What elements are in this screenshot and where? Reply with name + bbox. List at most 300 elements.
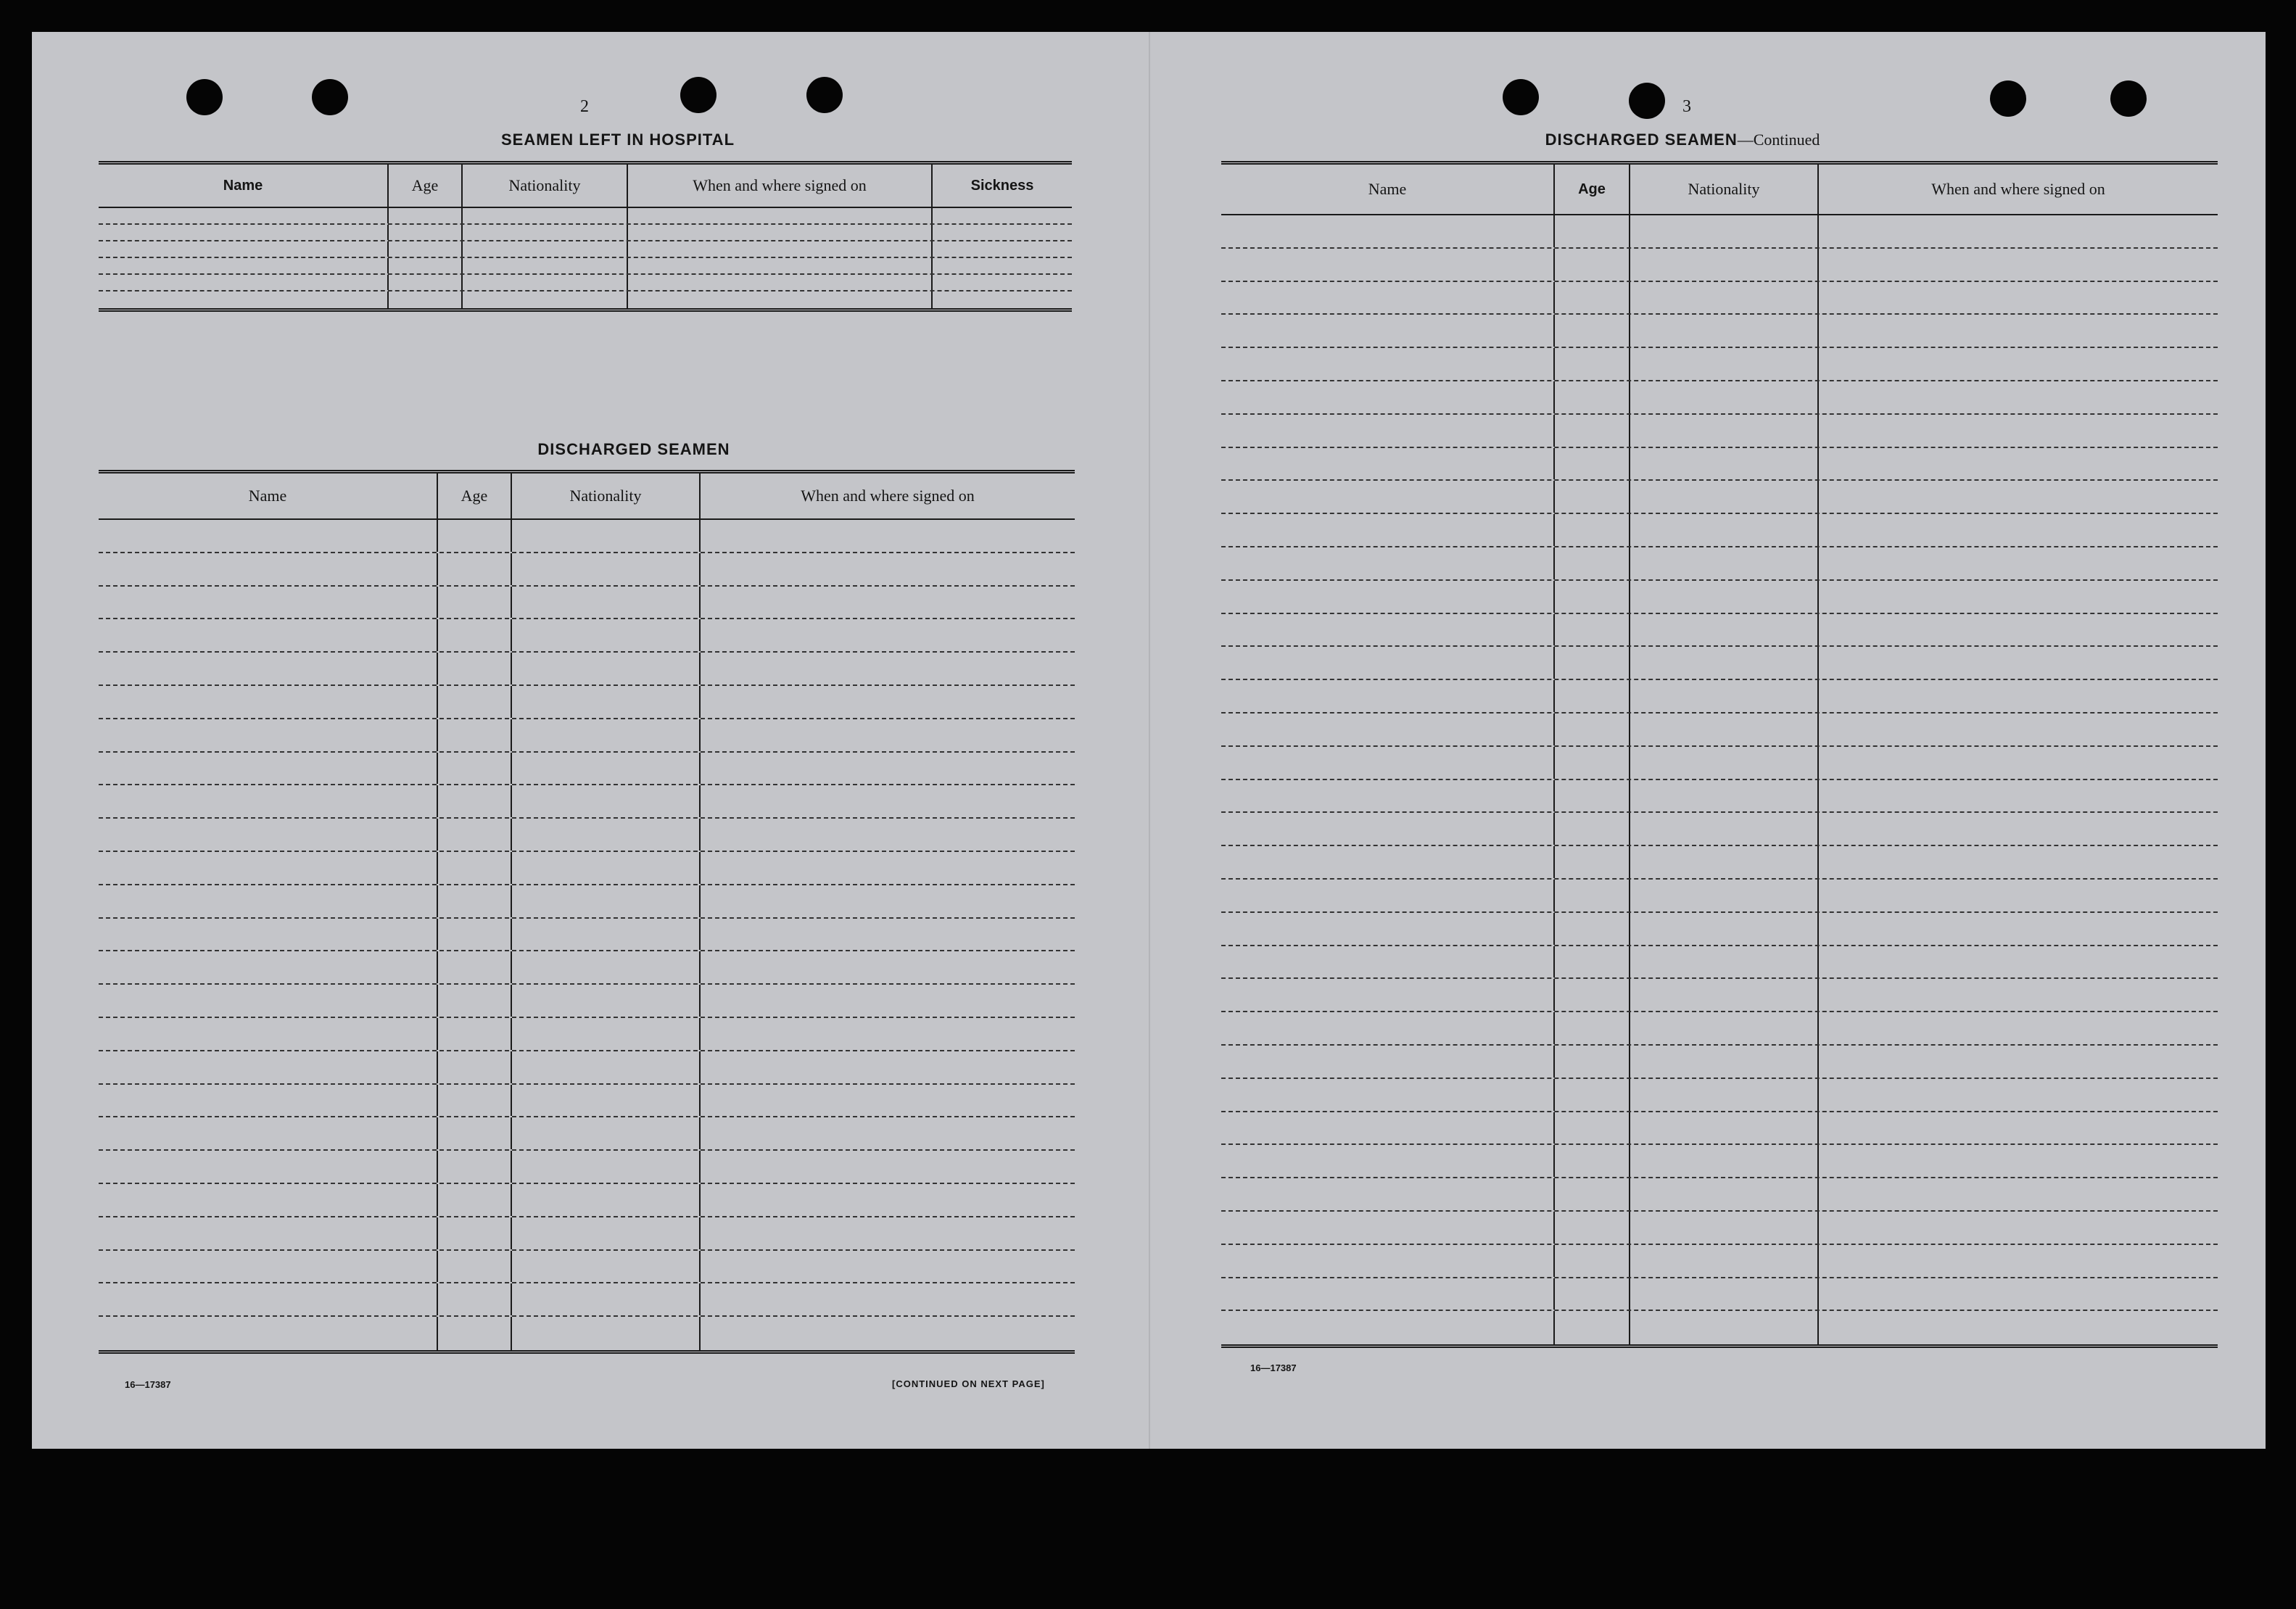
table-cell bbox=[512, 587, 701, 619]
table-cell bbox=[1630, 780, 1819, 812]
table-cell bbox=[1555, 415, 1630, 447]
continued-table bbox=[1221, 161, 2218, 1348]
table-row bbox=[99, 753, 1075, 786]
table-cell bbox=[512, 1283, 701, 1315]
table-cell bbox=[99, 1283, 438, 1315]
table-cell bbox=[1819, 282, 2218, 314]
table-cell bbox=[1630, 813, 1819, 845]
table-cell bbox=[933, 241, 1072, 257]
table-cell bbox=[1630, 979, 1819, 1011]
table-row bbox=[99, 241, 1072, 258]
table-cell bbox=[99, 241, 389, 257]
table-cell bbox=[1221, 1046, 1555, 1078]
table-row bbox=[1221, 282, 2218, 315]
table-row bbox=[99, 653, 1075, 686]
table-cell bbox=[1819, 1012, 2218, 1044]
table-row bbox=[99, 1085, 1075, 1118]
table-cell bbox=[1221, 880, 1555, 911]
col-header-nationality: Nationality bbox=[1630, 165, 1819, 214]
discharged-table-body bbox=[99, 520, 1075, 1350]
table-row bbox=[99, 852, 1075, 885]
table-cell bbox=[701, 1251, 1075, 1283]
table-cell bbox=[1221, 481, 1555, 513]
table-cell bbox=[1630, 1112, 1819, 1144]
table-cell bbox=[99, 1151, 438, 1183]
table-cell bbox=[1221, 348, 1555, 380]
col-header-sickness: Sickness bbox=[970, 177, 1034, 194]
table-cell bbox=[1630, 547, 1819, 579]
col-header-nationality: Nationality bbox=[463, 165, 628, 207]
table-cell bbox=[1555, 1311, 1630, 1344]
table-cell bbox=[512, 919, 701, 951]
col-header-signed-on: When and where signed on bbox=[801, 487, 975, 505]
table-cell bbox=[1630, 1046, 1819, 1078]
table-cell bbox=[1221, 282, 1555, 314]
table-cell bbox=[438, 1051, 512, 1083]
col-header-name: Name bbox=[99, 473, 438, 518]
table-cell bbox=[1555, 315, 1630, 347]
table-cell bbox=[628, 291, 933, 308]
punch-hole bbox=[2110, 80, 2147, 117]
table-cell bbox=[701, 686, 1075, 718]
table-cell bbox=[1630, 880, 1819, 911]
table-row bbox=[99, 553, 1075, 587]
table-cell bbox=[701, 1018, 1075, 1050]
table-cell bbox=[1819, 1212, 2218, 1244]
table-row bbox=[1221, 813, 2218, 846]
table-cell bbox=[438, 587, 512, 619]
punch-hole bbox=[1503, 79, 1539, 115]
table-cell bbox=[1819, 547, 2218, 579]
table-cell bbox=[99, 1217, 438, 1249]
table-cell bbox=[389, 275, 463, 290]
table-cell bbox=[99, 208, 389, 223]
table-cell bbox=[99, 1018, 438, 1050]
table-row bbox=[1221, 315, 2218, 348]
table-cell bbox=[1555, 215, 1630, 247]
table-row bbox=[99, 1151, 1075, 1184]
table-cell bbox=[1555, 1012, 1630, 1044]
table-row bbox=[99, 275, 1072, 291]
table-cell bbox=[438, 1251, 512, 1283]
table-cell bbox=[1221, 614, 1555, 646]
table-cell bbox=[99, 225, 389, 240]
table-cell bbox=[512, 819, 701, 851]
table-cell bbox=[701, 753, 1075, 785]
table-cell bbox=[1630, 747, 1819, 779]
continued-section-title bbox=[1429, 131, 1936, 149]
table-cell bbox=[1555, 514, 1630, 546]
table-cell bbox=[933, 291, 1072, 308]
table-cell bbox=[99, 985, 438, 1017]
table-cell bbox=[99, 1117, 438, 1149]
table-cell bbox=[1221, 1212, 1555, 1244]
table-cell bbox=[1819, 1046, 2218, 1078]
table-row bbox=[99, 919, 1075, 952]
col-header-nationality: Nationality bbox=[512, 473, 701, 518]
table-row bbox=[99, 1051, 1075, 1085]
table-cell bbox=[1819, 946, 2218, 978]
table-cell bbox=[99, 587, 438, 619]
table-cell bbox=[1555, 481, 1630, 513]
table-cell bbox=[701, 719, 1075, 751]
table-cell bbox=[1630, 1145, 1819, 1177]
table-cell bbox=[1555, 1145, 1630, 1177]
table-row bbox=[1221, 481, 2218, 514]
table-row bbox=[99, 819, 1075, 852]
table-cell bbox=[1221, 249, 1555, 281]
table-cell bbox=[512, 985, 701, 1017]
table-row bbox=[1221, 913, 2218, 946]
table-cell bbox=[438, 785, 512, 817]
table-cell bbox=[512, 1217, 701, 1249]
table-row bbox=[1221, 713, 2218, 747]
table-row bbox=[1221, 1112, 2218, 1146]
table-cell bbox=[1555, 946, 1630, 978]
table-cell bbox=[1819, 614, 2218, 646]
table-cell bbox=[99, 819, 438, 851]
table-cell bbox=[438, 1184, 512, 1216]
table-cell bbox=[438, 1018, 512, 1050]
table-cell bbox=[438, 1283, 512, 1315]
table-cell bbox=[463, 291, 628, 308]
table-cell bbox=[1555, 1245, 1630, 1277]
table-row bbox=[1221, 514, 2218, 547]
table-cell bbox=[1630, 1311, 1819, 1344]
table-cell bbox=[701, 619, 1075, 651]
col-header-age: Age bbox=[438, 473, 512, 518]
table-row bbox=[1221, 747, 2218, 780]
table-cell bbox=[438, 1317, 512, 1350]
table-row bbox=[99, 719, 1075, 753]
table-cell bbox=[1221, 979, 1555, 1011]
table-cell bbox=[1221, 514, 1555, 546]
table-cell bbox=[438, 719, 512, 751]
table-cell bbox=[512, 1184, 701, 1216]
col-header-name: Name bbox=[99, 165, 389, 207]
table-cell bbox=[1630, 1212, 1819, 1244]
table-row bbox=[1221, 614, 2218, 648]
punch-hole bbox=[806, 77, 843, 113]
table-cell bbox=[701, 819, 1075, 851]
table-cell bbox=[99, 719, 438, 751]
table-row bbox=[99, 1317, 1075, 1350]
table-cell bbox=[1221, 780, 1555, 812]
table-cell bbox=[438, 1117, 512, 1149]
table-cell bbox=[512, 1317, 701, 1350]
table-cell bbox=[1819, 713, 2218, 745]
punch-hole bbox=[1990, 80, 2026, 117]
table-cell bbox=[512, 852, 701, 884]
table-cell bbox=[1630, 415, 1819, 447]
table-cell bbox=[1555, 647, 1630, 679]
table-cell bbox=[1630, 1178, 1819, 1210]
table-cell bbox=[512, 686, 701, 718]
table-row bbox=[99, 951, 1075, 985]
table-cell bbox=[389, 291, 463, 308]
table-cell bbox=[1630, 315, 1819, 347]
table-cell bbox=[1819, 880, 2218, 911]
table-row bbox=[99, 1251, 1075, 1284]
page-number-left: 2 bbox=[580, 97, 589, 116]
table-cell bbox=[1221, 381, 1555, 413]
col-header-age: Age bbox=[1555, 165, 1630, 214]
table-cell bbox=[701, 919, 1075, 951]
table-cell bbox=[1819, 1145, 2218, 1177]
table-row bbox=[1221, 415, 2218, 448]
table-cell bbox=[1819, 1278, 2218, 1310]
table-cell bbox=[1555, 813, 1630, 845]
punch-hole bbox=[186, 79, 223, 115]
table-row bbox=[99, 686, 1075, 719]
table-cell bbox=[1555, 713, 1630, 745]
table-cell bbox=[1221, 415, 1555, 447]
table-cell bbox=[1819, 1245, 2218, 1277]
table-cell bbox=[1630, 946, 1819, 978]
col-header-signed-on: When and where signed on bbox=[1931, 180, 2105, 198]
table-cell bbox=[99, 520, 438, 552]
table-cell bbox=[1819, 780, 2218, 812]
table-cell bbox=[1221, 1311, 1555, 1344]
table-cell bbox=[1819, 1079, 2218, 1111]
table-cell bbox=[701, 520, 1075, 552]
table-cell bbox=[99, 885, 438, 917]
table-cell bbox=[1555, 448, 1630, 480]
table-cell bbox=[1630, 713, 1819, 745]
table-cell bbox=[99, 619, 438, 651]
table-cell bbox=[512, 719, 701, 751]
table-cell bbox=[99, 686, 438, 718]
table-cell bbox=[1221, 913, 1555, 945]
punch-hole bbox=[680, 77, 717, 113]
table-cell bbox=[438, 686, 512, 718]
table-cell bbox=[438, 1151, 512, 1183]
table-cell bbox=[99, 753, 438, 785]
table-cell bbox=[1555, 282, 1630, 314]
table-cell bbox=[1555, 1112, 1630, 1144]
table-row bbox=[1221, 581, 2218, 614]
table-cell bbox=[1819, 747, 2218, 779]
table-cell bbox=[1555, 1278, 1630, 1310]
discharged-section-title: DISCHARGED SEAMEN bbox=[537, 440, 730, 458]
table-row bbox=[1221, 1145, 2218, 1178]
discharged-table bbox=[99, 470, 1075, 1354]
table-row bbox=[99, 1283, 1075, 1317]
table-row bbox=[99, 520, 1075, 553]
table-row bbox=[1221, 1311, 2218, 1344]
table-cell bbox=[1630, 282, 1819, 314]
table-cell bbox=[1819, 647, 2218, 679]
table-cell bbox=[701, 1283, 1075, 1315]
table-cell bbox=[701, 1151, 1075, 1183]
col-header-name: Name bbox=[1221, 165, 1555, 214]
table-cell bbox=[701, 1217, 1075, 1249]
table-cell bbox=[628, 275, 933, 290]
table-cell bbox=[1819, 448, 2218, 480]
table-cell bbox=[1630, 1245, 1819, 1277]
table-cell bbox=[1555, 348, 1630, 380]
punch-hole bbox=[312, 79, 348, 115]
table-cell bbox=[1819, 680, 2218, 712]
table-cell bbox=[1221, 680, 1555, 712]
table-cell bbox=[701, 985, 1075, 1017]
table-row bbox=[1221, 215, 2218, 249]
table-row bbox=[99, 885, 1075, 919]
table-cell bbox=[99, 951, 438, 983]
table-cell bbox=[1630, 647, 1819, 679]
table-cell bbox=[701, 587, 1075, 619]
table-cell bbox=[1630, 1278, 1819, 1310]
table-cell bbox=[1221, 1079, 1555, 1111]
col-header-signed-on: When and where signed on bbox=[628, 165, 933, 207]
table-row bbox=[1221, 1046, 2218, 1079]
table-cell bbox=[1221, 747, 1555, 779]
table-cell bbox=[438, 753, 512, 785]
hospital-table-body bbox=[99, 208, 1072, 308]
table-cell bbox=[1555, 581, 1630, 613]
table-cell bbox=[512, 1251, 701, 1283]
hospital-section-title: SEAMEN LEFT IN HOSPITAL bbox=[500, 131, 735, 149]
table-row bbox=[1221, 979, 2218, 1012]
table-cell bbox=[1221, 647, 1555, 679]
table-cell bbox=[512, 885, 701, 917]
table-cell bbox=[512, 1018, 701, 1050]
table-cell bbox=[389, 258, 463, 273]
table-cell bbox=[1221, 1012, 1555, 1044]
table-cell bbox=[933, 275, 1072, 290]
table-cell bbox=[1555, 1178, 1630, 1210]
table-cell bbox=[1555, 547, 1630, 579]
table-cell bbox=[438, 1217, 512, 1249]
table-cell bbox=[99, 653, 438, 684]
table-row bbox=[1221, 647, 2218, 680]
form-number-left: 16—17387 bbox=[125, 1379, 171, 1390]
table-cell bbox=[1221, 315, 1555, 347]
table-cell bbox=[512, 1151, 701, 1183]
table-cell bbox=[438, 520, 512, 552]
table-cell bbox=[512, 951, 701, 983]
table-cell bbox=[1819, 249, 2218, 281]
table-cell bbox=[1555, 1212, 1630, 1244]
table-cell bbox=[438, 1085, 512, 1117]
table-row bbox=[99, 985, 1075, 1018]
table-cell bbox=[1221, 813, 1555, 845]
table-cell bbox=[1221, 713, 1555, 745]
table-cell bbox=[438, 653, 512, 684]
table-cell bbox=[1221, 1178, 1555, 1210]
col-header-age: Age bbox=[389, 165, 463, 207]
table-cell bbox=[1630, 481, 1819, 513]
table-cell bbox=[1221, 946, 1555, 978]
table-row bbox=[1221, 680, 2218, 713]
table-row bbox=[99, 619, 1075, 653]
table-cell bbox=[438, 619, 512, 651]
table-cell bbox=[1555, 381, 1630, 413]
table-cell bbox=[1555, 680, 1630, 712]
table-cell bbox=[1555, 1046, 1630, 1078]
table-cell bbox=[701, 1184, 1075, 1216]
section-title-suffix: —Continued bbox=[1737, 131, 1820, 149]
table-cell bbox=[1819, 846, 2218, 878]
table-cell bbox=[1819, 348, 2218, 380]
table-cell bbox=[512, 653, 701, 684]
table-cell bbox=[1555, 913, 1630, 945]
table-cell bbox=[99, 1051, 438, 1083]
table-cell bbox=[463, 241, 628, 257]
table-cell bbox=[1819, 315, 2218, 347]
form-number-right: 16—17387 bbox=[1250, 1362, 1297, 1373]
table-row bbox=[1221, 780, 2218, 814]
table-row bbox=[1221, 448, 2218, 481]
continued-table-header bbox=[1221, 165, 2218, 215]
table-cell bbox=[628, 258, 933, 273]
table-cell bbox=[99, 1184, 438, 1216]
table-cell bbox=[1221, 1112, 1555, 1144]
table-cell bbox=[99, 258, 389, 273]
table-cell bbox=[99, 1317, 438, 1350]
table-cell bbox=[438, 852, 512, 884]
table-cell bbox=[701, 951, 1075, 983]
table-cell bbox=[1819, 481, 2218, 513]
table-row bbox=[99, 587, 1075, 620]
page-number-right: 3 bbox=[1682, 97, 1691, 116]
table-cell bbox=[1555, 249, 1630, 281]
table-cell bbox=[1630, 215, 1819, 247]
table-cell bbox=[701, 785, 1075, 817]
table-cell bbox=[512, 1117, 701, 1149]
table-cell bbox=[1630, 680, 1819, 712]
table-cell bbox=[1630, 614, 1819, 646]
table-cell bbox=[1819, 1311, 2218, 1344]
table-cell bbox=[1221, 1145, 1555, 1177]
table-row bbox=[1221, 1079, 2218, 1112]
table-row bbox=[99, 291, 1072, 308]
table-cell bbox=[701, 553, 1075, 585]
table-cell bbox=[1819, 581, 2218, 613]
table-cell bbox=[1630, 448, 1819, 480]
table-cell bbox=[438, 553, 512, 585]
table-cell bbox=[512, 1051, 701, 1083]
table-cell bbox=[628, 241, 933, 257]
table-cell bbox=[99, 785, 438, 817]
table-cell bbox=[389, 208, 463, 223]
table-cell bbox=[701, 1317, 1075, 1350]
table-cell bbox=[1555, 846, 1630, 878]
table-row bbox=[99, 258, 1072, 275]
table-cell bbox=[1819, 813, 2218, 845]
table-cell bbox=[933, 208, 1072, 223]
table-cell bbox=[628, 225, 933, 240]
table-cell bbox=[1630, 1012, 1819, 1044]
table-cell bbox=[1819, 415, 2218, 447]
table-row bbox=[99, 1018, 1075, 1051]
table-row bbox=[1221, 880, 2218, 913]
table-cell bbox=[1555, 747, 1630, 779]
table-cell bbox=[1221, 581, 1555, 613]
table-cell bbox=[512, 1085, 701, 1117]
table-row bbox=[1221, 1012, 2218, 1046]
table-cell bbox=[1630, 581, 1819, 613]
hospital-table bbox=[99, 161, 1072, 312]
table-cell bbox=[1630, 249, 1819, 281]
table-cell bbox=[438, 819, 512, 851]
table-cell bbox=[701, 852, 1075, 884]
table-cell bbox=[933, 258, 1072, 273]
table-row bbox=[1221, 1245, 2218, 1278]
table-cell bbox=[512, 553, 701, 585]
table-row bbox=[99, 225, 1072, 241]
table-cell bbox=[463, 225, 628, 240]
